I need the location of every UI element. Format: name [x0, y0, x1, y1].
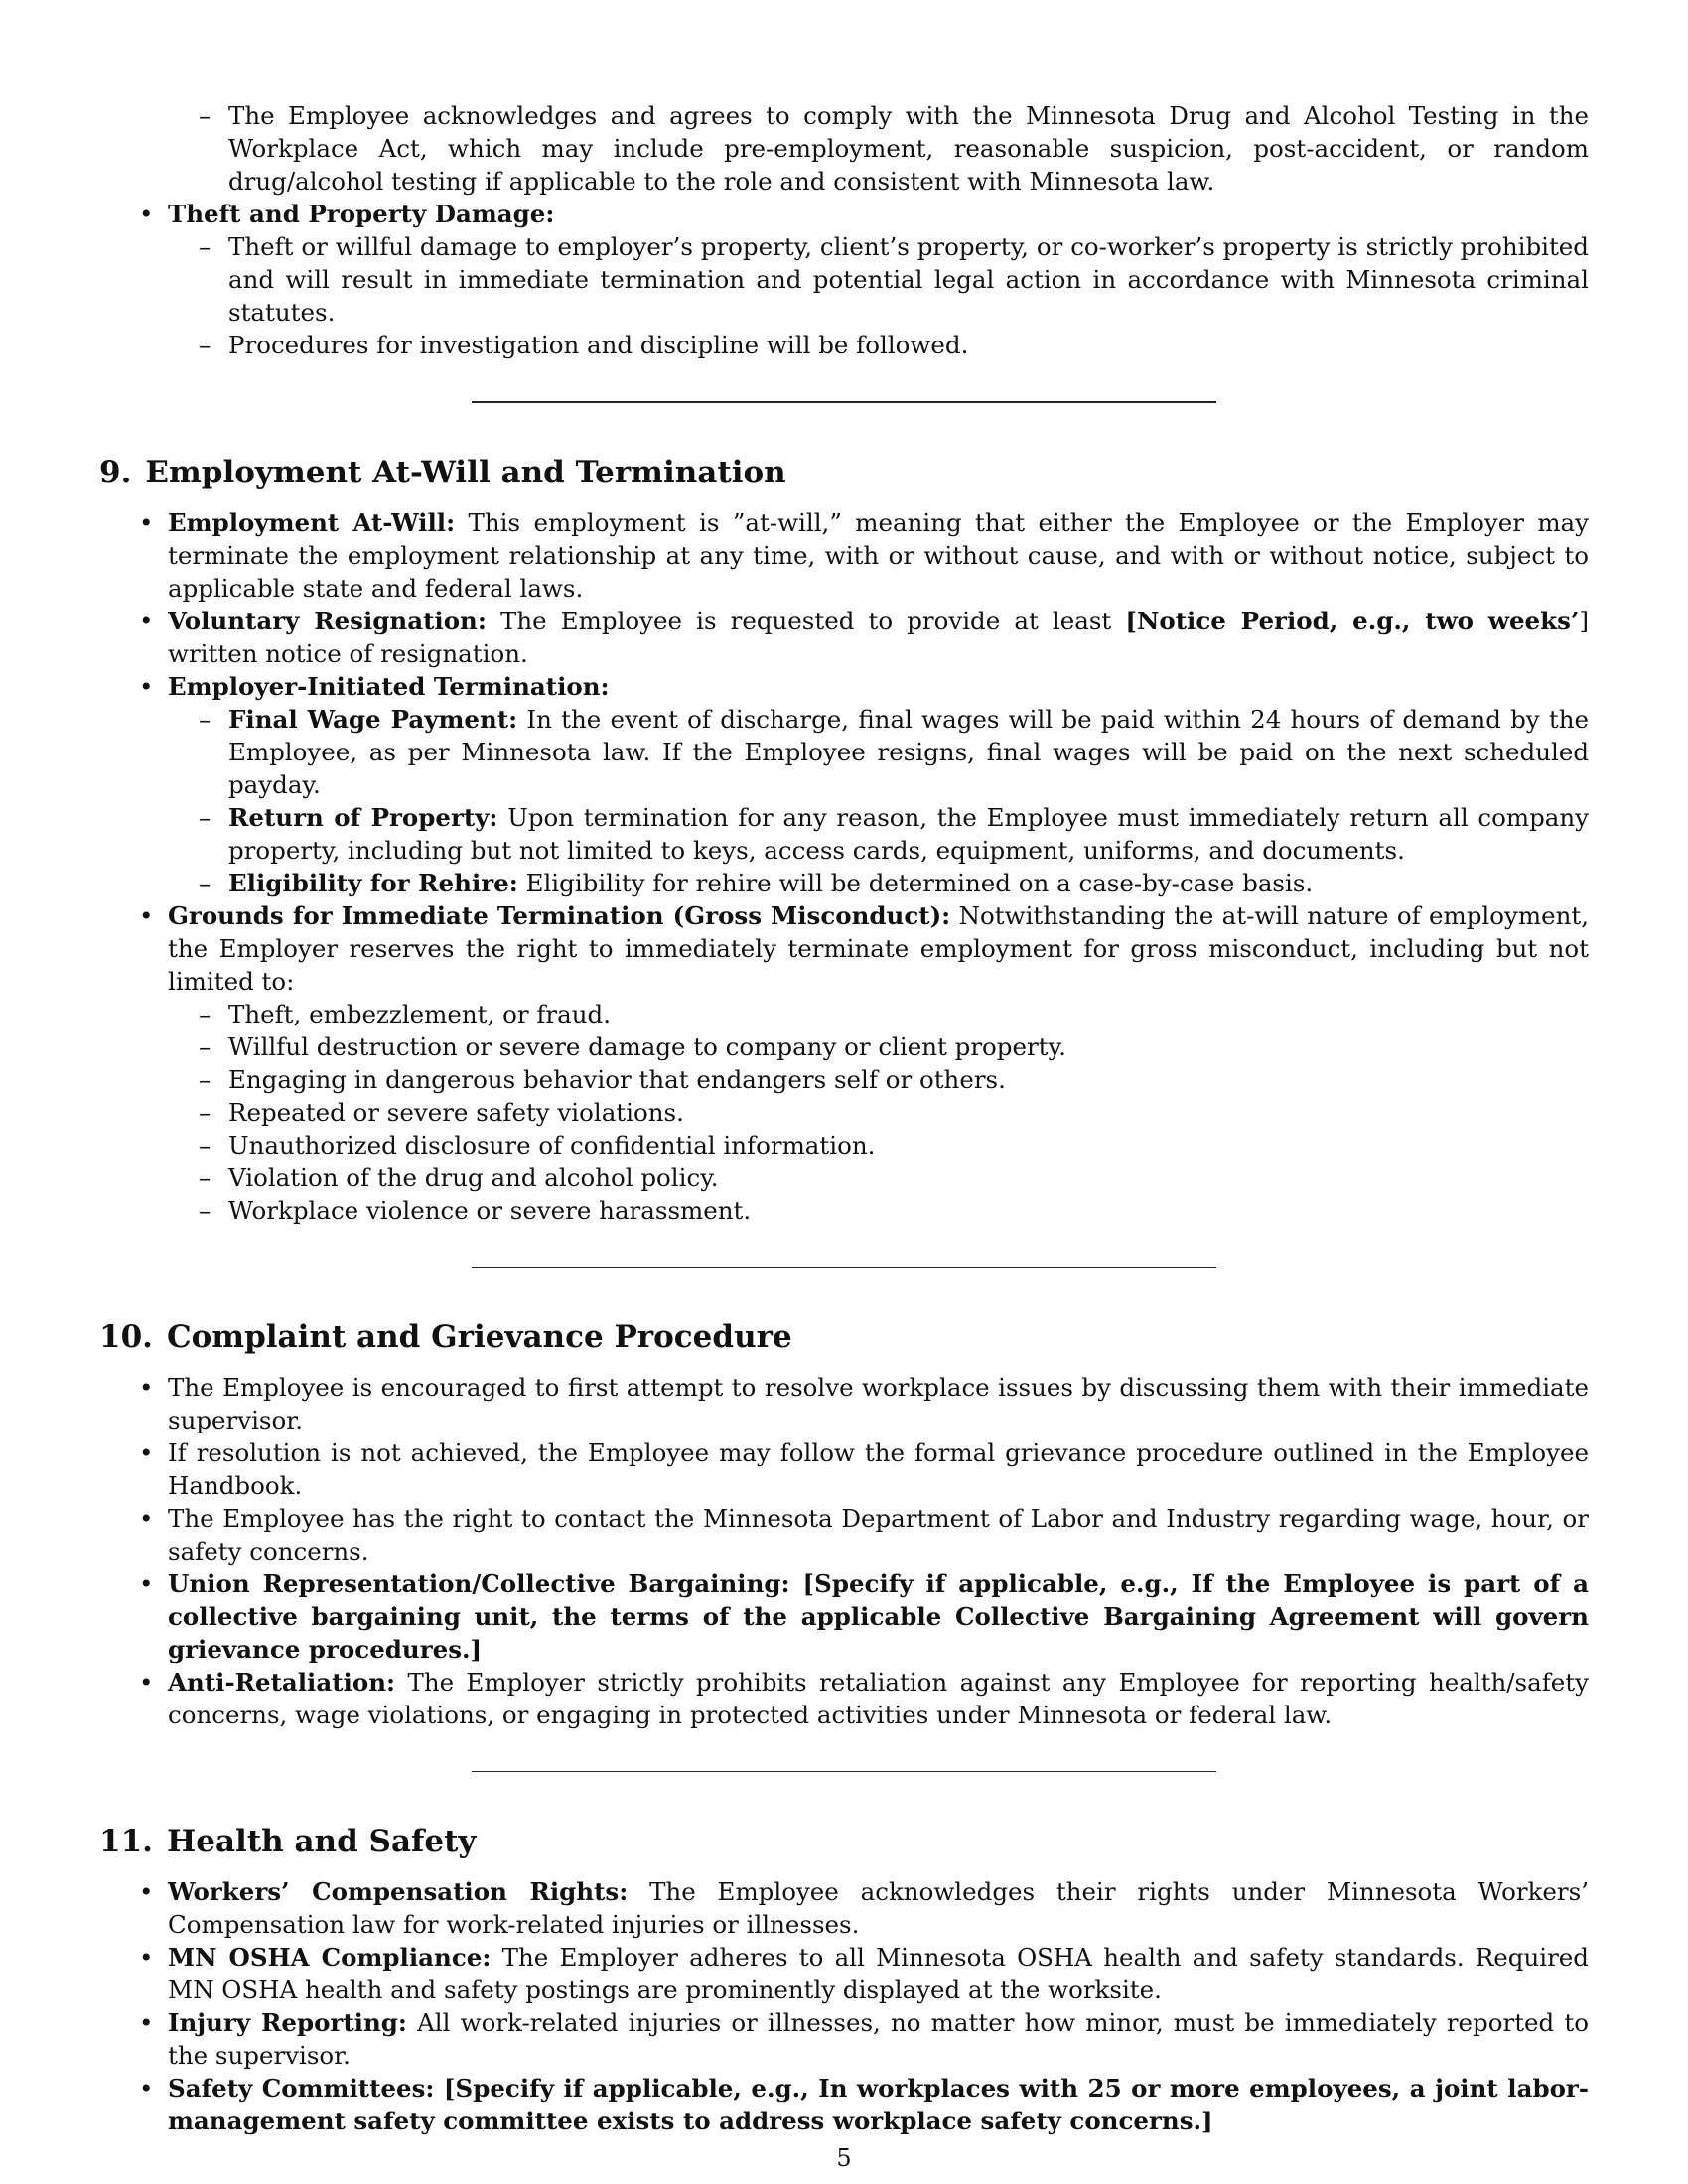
- item-text: The Employee acknowledges their rights under Minnesota Workers’ Compensation law for work-related injuries or illnesses.: [168, 1877, 1589, 1939]
- list-item: [99, 899, 1589, 1227]
- item-text: Notwithstanding the at-will nature of employment, the Employer reserves the right to immediately terminate employment for gross misconduct, including but not limited to:: [168, 901, 1589, 996]
- page-number: 5: [836, 2144, 852, 2172]
- item-text: The Employee has the right to contact the Minnesota Department of Labor and Industry regarding wage, hour, or safety concerns.: [168, 1504, 1589, 1566]
- list-item: [99, 703, 1589, 801]
- section-divider: [472, 401, 1216, 403]
- item-label: Safety Committees:: [168, 2074, 435, 2103]
- item-text: The Employer strictly prohibits retaliation against any Employee for reporting health/safety concerns, wage violations, or engaging in protected activities under Minnesota or federal law.: [168, 1668, 1589, 1729]
- item-label: MN OSHA Compliance:: [168, 1943, 492, 1972]
- section-heading: [99, 453, 1589, 492]
- list-item: [99, 1436, 1589, 1502]
- list-item-text: Procedures for investigation and discipline will be followed.: [228, 331, 969, 359]
- list-item: [99, 329, 1589, 361]
- section-number: 9.: [99, 455, 132, 490]
- item-text: Eligibility for rehire will be determined on a case-by-case basis.: [517, 869, 1314, 897]
- item-label: Final Wage Payment:: [228, 705, 518, 734]
- section-number: 10.: [99, 1319, 153, 1355]
- section11-list: [99, 1875, 1589, 2137]
- list-item: [99, 99, 1589, 198]
- item-label: Workers’ Compensation Rights:: [168, 1877, 629, 1906]
- item-text: This employment is ”at-will,” meaning that either the Employee or the Employer may terminate the employment relationship at any time, with or without cause, and with or without notice, subject to applicable state and federal laws.: [168, 508, 1589, 603]
- list-item: [99, 1371, 1589, 1436]
- section-title: Health and Safety: [166, 1824, 477, 1859]
- item-label: Union Representation/Collective Bargaining:: [168, 1570, 790, 1598]
- item-label: Injury Reporting:: [168, 2008, 407, 2037]
- placeholder-text: [Specify if applicable, e.g., If the Employee is part of a collective bargaining unit, the terms of the applicable Collective Bargaining Agreement will govern grievance procedures.]: [168, 1570, 1589, 1664]
- list-item-text: Engaging in dangerous behavior that endangers self or others.: [228, 1065, 1006, 1094]
- item-text: In the event of discharge, final wages will be paid within 24 hours of demand by the Employee, as per Minnesota law. If the Employee resigns, final wages will be paid on the next scheduled payday.: [228, 705, 1590, 799]
- list-item-text: Theft or willful damage to employer’s property, client’s property, or co-worker’s property is strictly prohibited and will result in immediate termination and potential legal action in accordance with Minnesota criminal statutes.: [228, 232, 1589, 327]
- section-heading: [99, 1822, 1589, 1861]
- list-item: [99, 867, 1589, 899]
- section-number: 11.: [99, 1824, 153, 1859]
- list-item: [99, 1030, 1589, 1063]
- theft-list: [99, 198, 1589, 361]
- intro-sublist: [99, 99, 1589, 198]
- section-title: Employment At-Will and Termination: [145, 455, 786, 490]
- section10-list: [99, 1371, 1589, 1731]
- section-divider: [472, 1771, 1216, 1772]
- placeholder-text: [Notice Period, e.g., two weeks’: [1125, 607, 1580, 635]
- item-text: The Employer adheres to all Minnesota OSHA health and safety standards. Required MN OSHA health and safety postings are prominently displayed at the worksite.: [168, 1943, 1589, 2004]
- item-text: The Employee is requested to provide at least: [486, 607, 1126, 635]
- section-title: Complaint and Grievance Procedure: [166, 1319, 792, 1355]
- list-item: [99, 2006, 1589, 2072]
- misconduct-sublist: [99, 998, 1589, 1227]
- list-item: [99, 1875, 1589, 1941]
- item-label: Eligibility for Rehire:: [228, 869, 518, 897]
- list-item: [99, 670, 1589, 899]
- list-item: [99, 1129, 1589, 1161]
- list-item: [99, 998, 1589, 1030]
- list-item: [99, 1161, 1589, 1194]
- document-page: [99, 99, 1589, 2137]
- section-divider: [472, 1267, 1216, 1268]
- list-item: [99, 1941, 1589, 2006]
- list-item-text: Unauthorized disclosure of confidential information.: [228, 1131, 876, 1160]
- placeholder-text: [Specify if applicable, e.g., In workplaces with 25 or more employees, a joint labor-management safety committee exists to address workplace safety concerns.]: [168, 2074, 1589, 2135]
- item-label: Anti-Retaliation:: [168, 1668, 396, 1697]
- section-heading: [99, 1317, 1589, 1357]
- item-text: ] written notice of resignation.: [168, 607, 1590, 668]
- list-item: [99, 230, 1589, 329]
- item-text: The Employee is encouraged to first attempt to resolve workplace issues by discussing them with their immediate supervisor.: [168, 1373, 1589, 1434]
- list-item: [99, 1502, 1589, 1568]
- item-label: Voluntary Resignation:: [168, 607, 487, 635]
- item-text: If resolution is not achieved, the Employee may follow the formal grievance procedure outlined in the Employee Handbook.: [168, 1438, 1589, 1500]
- list-item: [99, 1194, 1589, 1227]
- item-text: Upon termination for any reason, the Employee must immediately return all company property, including but not limited to keys, access cards, equipment, uniforms, and documents.: [228, 803, 1589, 865]
- list-item-text: Workplace violence or severe harassment.: [228, 1196, 752, 1225]
- item-text: All work-related injuries or illnesses, no matter how minor, must be immediately reported to the supervisor.: [168, 2008, 1589, 2070]
- list-item: [99, 1568, 1589, 1666]
- item-label: Grounds for Immediate Termination (Gross Misconduct):: [168, 901, 951, 930]
- list-item: [99, 1666, 1589, 1731]
- list-item-text: Repeated or severe safety violations.: [228, 1098, 684, 1127]
- item-label: Employer-Initiated Termination:: [168, 672, 610, 701]
- list-item: [99, 1063, 1589, 1096]
- list-item-text: The Employee acknowledges and agrees to comply with the Minnesota Drug and Alcohol Testing in the Workplace Act, which may include pre-employment, reasonable suspicion, post-accident, or random drug/alcohol testing if applicable to the role and consistent with Minnesota law.: [228, 101, 1589, 196]
- list-item: [99, 2072, 1589, 2137]
- item-label: Theft and Property Damage:: [168, 200, 555, 228]
- theft-sublist: [99, 230, 1589, 361]
- list-item: [99, 198, 1589, 361]
- list-item: [99, 1096, 1589, 1129]
- list-item: [99, 506, 1589, 605]
- list-item: [99, 605, 1589, 670]
- list-item: [99, 801, 1589, 867]
- list-item-text: Willful destruction or severe damage to company or client property.: [228, 1032, 1066, 1061]
- item-label: Employment At-Will:: [168, 508, 456, 537]
- list-item-text: Violation of the drug and alcohol policy.: [228, 1163, 719, 1192]
- termination-sublist: [99, 703, 1589, 899]
- item-label: Return of Property:: [228, 803, 498, 832]
- list-item-text: Theft, embezzlement, or fraud.: [228, 1000, 611, 1028]
- section9-list: [99, 506, 1589, 1227]
